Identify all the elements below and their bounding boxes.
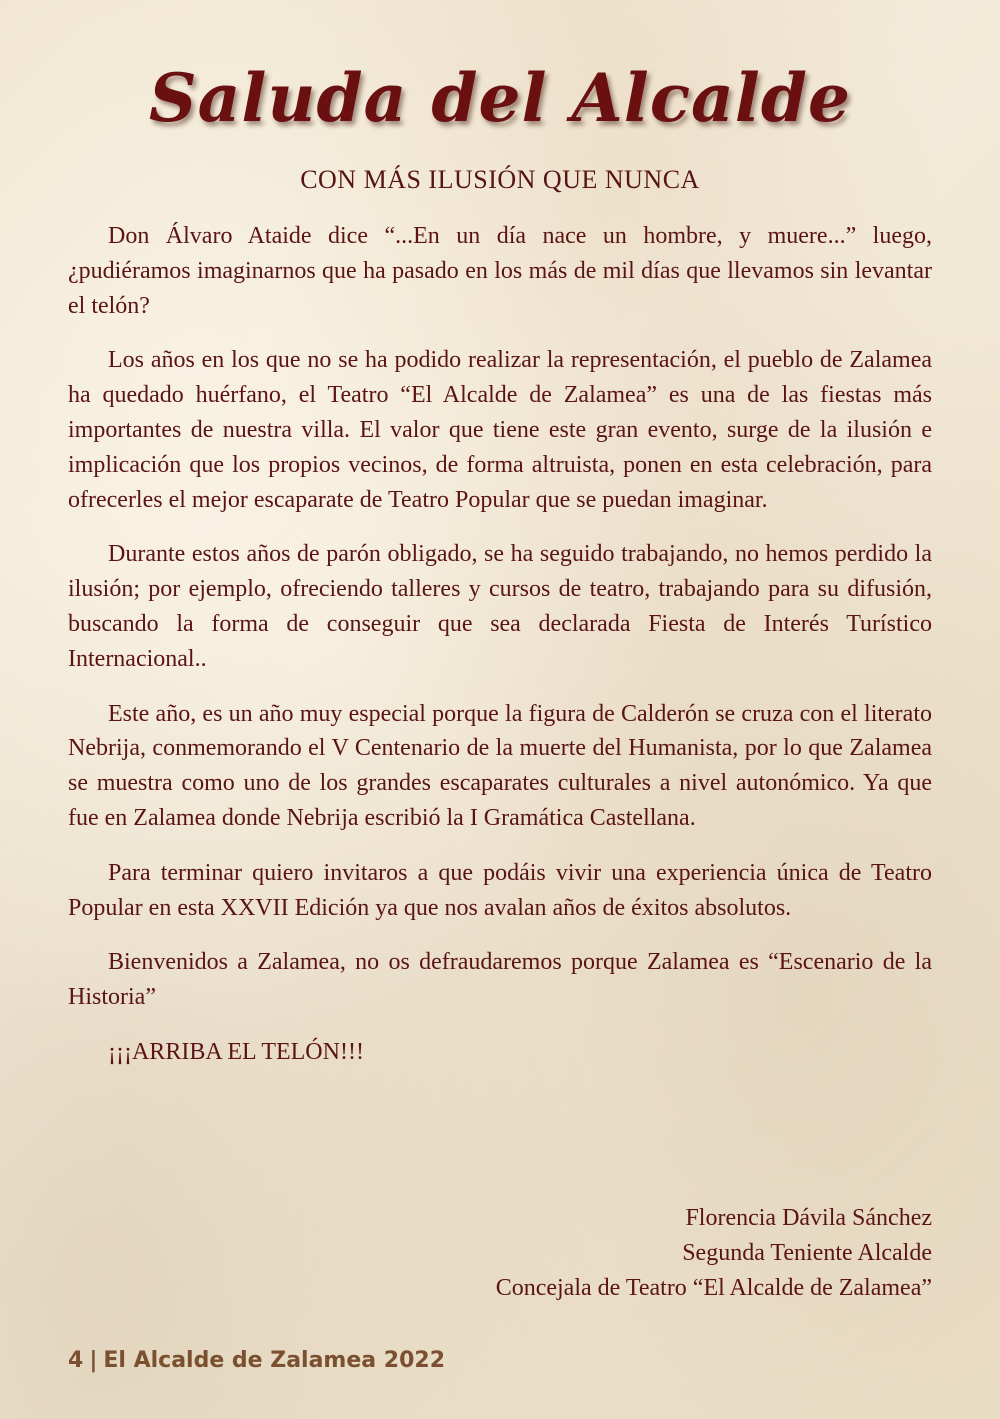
signature-position: Concejala de Teatro “El Alcalde de Zalamea” [495,1274,932,1301]
paragraph: Para terminar quiero invitaros a que podáis vivir una experiencia única de Teatro Popular en esta XXVII Edición ya que nos avalan años de éxitos absolutos. [68,859,932,921]
footer-separator: | [89,1348,98,1373]
paragraph: Durante estos años de parón obligado, se ha seguido trabajando, no hemos perdido la ilusión; por ejemplo, ofreciendo talleres y cursos de teatro, trabajando para su difusión, buscando la forma de conseguir que sea declarada Fiesta de Interés Turístico Internacional.. [68,541,932,672]
page-title: Saluda del Alcalde [148,59,851,137]
signature-name: Florencia Dávila Sánchez [685,1205,932,1231]
publication-name: El Alcalde de Zalamea 2022 [103,1348,446,1373]
letter-body [68,219,932,1090]
page-footer [68,1346,445,1376]
page-subtitle: CON MÁS ILUSIÓN QUE NUNCA [300,165,700,194]
signature-block [332,1201,932,1305]
signature-role: Segunda Teniente Alcalde [682,1239,932,1266]
paragraph: Este año, es un año muy especial porque la figura de Calderón se cruza con el literato Nebrija, conmemorando el V Centenario de la muerte del Humanista, por lo que Zalamea se muestra como uno de los grandes escaparates culturales a nivel autonómico. Ya que fue en Zalamea donde Nebrija escribió la I Gramática Castellana. [68,700,932,831]
paragraph: Los años en los que no se ha podido realizar la representación, el pueblo de Zalamea ha quedado huérfano, el Teatro “El Alcalde de Zalamea” es una de las fiestas más importantes de nuestra villa. El valor que tiene este gran evento, surge de la ilusión e implicación que los propios vecinos, de forma altruista, ponen en esta celebración, para ofrecerles el mejor escaparate de Teatro Popular que se puedan imaginar. [68,347,932,513]
page-number: 4 [68,1348,84,1373]
paragraph: Bienvenidos a Zalamea, no os defraudaremos porque Zalamea es “Escenario de la Historia” [68,949,932,1011]
paragraph: Don Álvaro Ataide dice “...En un día nace un hombre, y muere...” luego, ¿pudiéramos imaginarnos que ha pasado en los más de mil días que llevamos sin levantar el telón? [68,223,932,319]
closing-exclamation: ¡¡¡ARRIBA EL TELÓN!!! [108,1038,364,1065]
